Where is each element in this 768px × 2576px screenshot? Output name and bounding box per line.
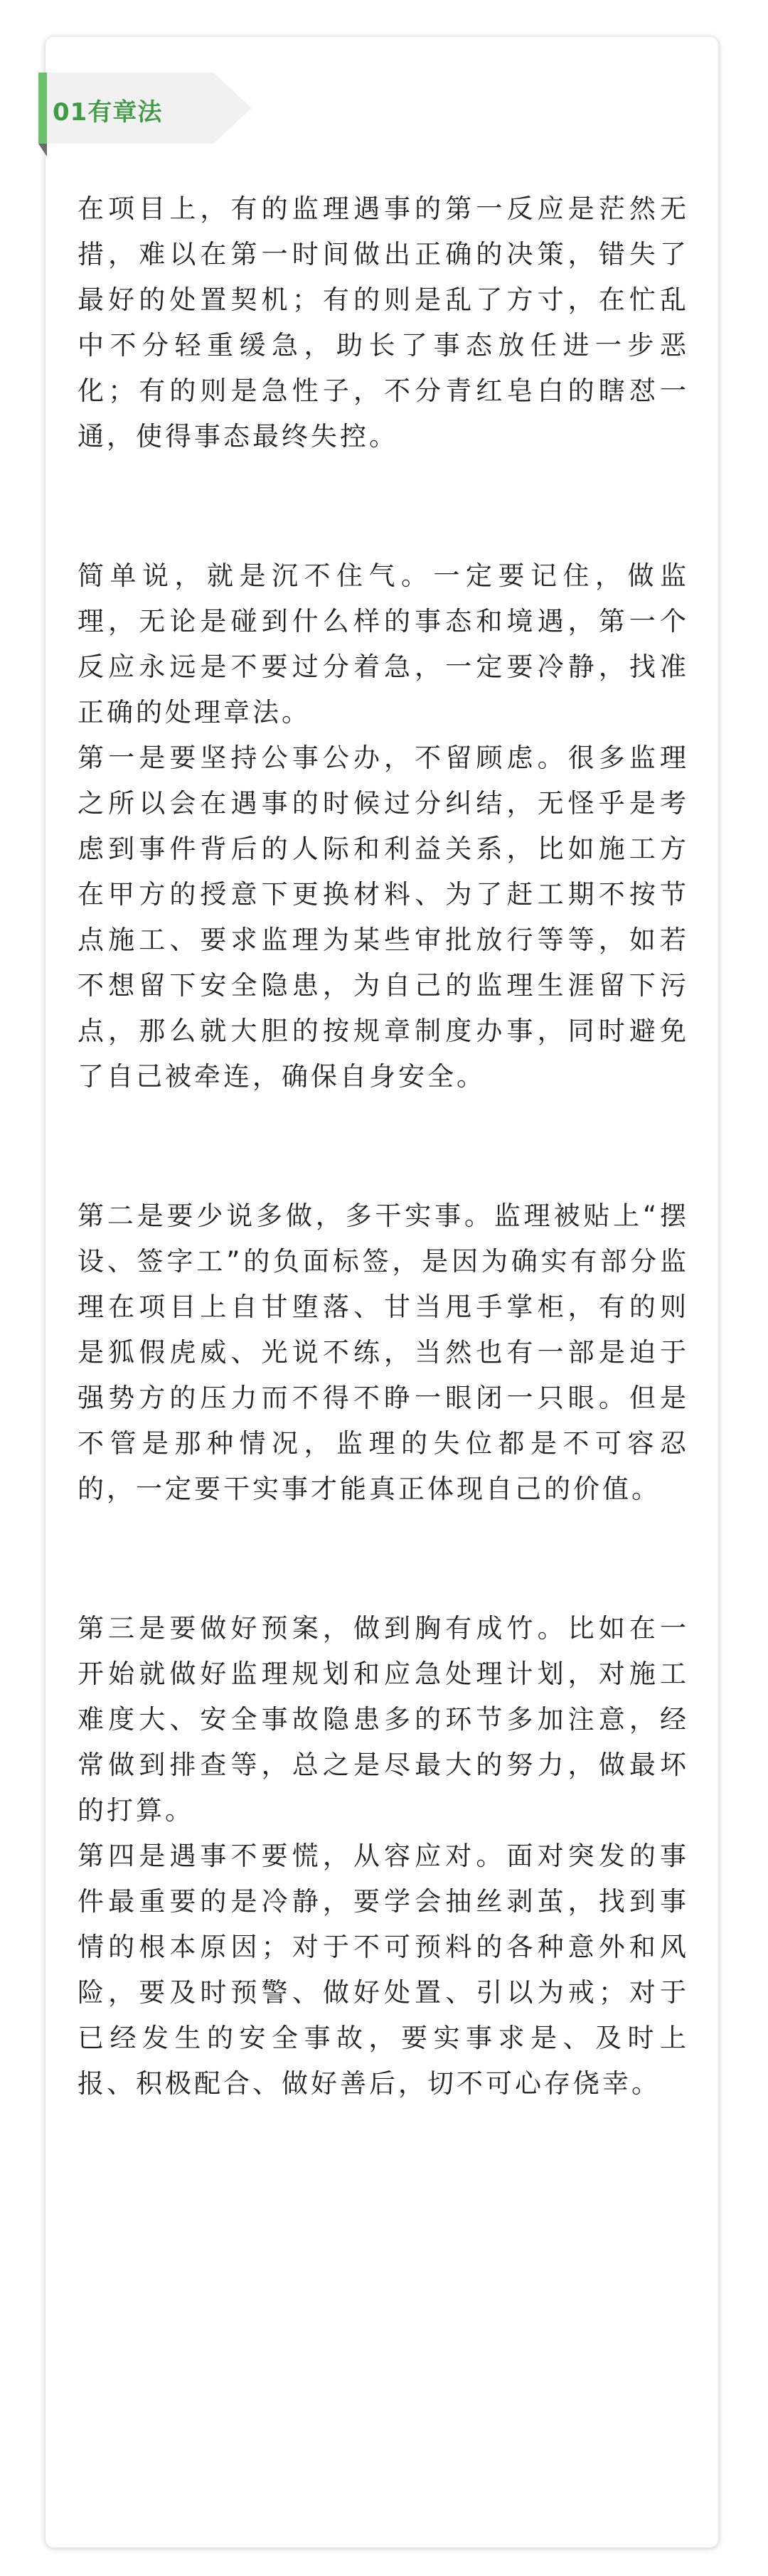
section-tag: [38, 73, 252, 169]
section-tag-accent-bar: [38, 73, 47, 144]
paragraph-4: 第二是要少说多做，多干实事。监理被贴上“摆设、签字工”的负面标签，是因为确实有部分监理在项目上自甘堕落、甘当甩手掌柜，有的则是狐假虎威、光说不练，当然也有一部是迫于强势方的压力而不得不睁一眼闭一只眼。但是不管是那种情况，监理的失位都是不可容忍的，一定要干实事才能真正体现自己的价值。: [78, 1201, 689, 1504]
section-tag-fold: [38, 144, 47, 156]
paragraph-6: 第四是遇事不要慌，从容应对。面对突发的事件最重要的是冷静，要学会抽丝剥茧，找到事情的根本原因；对于不可预料的各种意外和风险，要及时预警、做好处置、引以为戒；对于已经发生的安全事故，要实事求是、及时上报、积极配合、做好善后，切不可心存侥幸。: [78, 1841, 689, 2099]
paragraph-gap: [78, 1512, 689, 1606]
paragraph-3: 第一是要坚持公事公办，不留顾虑。很多监理之所以会在遇事的时候过分纠结，无怪乎是考虑到事件背后的人际和利益关系，比如施工方在甲方的授意下更换材料、为了赶工期不按节点施工、要求监理为某些审批放行等等，如若不想留下安全隐患，为自己的监理生涯留下污点，那么就大胆的按规章制度办事，同时避免了自己被牵连，确保自身安全。: [78, 743, 689, 1092]
paragraph-gap: [78, 1100, 689, 1193]
article-card: [46, 37, 718, 2548]
section-title: 01有章法: [53, 98, 163, 127]
paragraph-5: 第三是要做好预案，做到胸有成竹。比如在一开始就做好监理规划和应急处理计划，对施工难度大、安全事故隐患多的环节多加注意，经常做到排查等，总之是尽最大的努力，做最坏的打算。: [78, 1613, 689, 1826]
article-body: [78, 186, 689, 2107]
paragraph-1: 在项目上，有的监理遇事的第一反应是茫然无措，难以在第一时间做出正确的决策，错失了最好的处置契机；有的则是乱了方寸，在忙乱中不分轻重缓急，助长了事态放任进一步恶化；有的则是急性子，不分青红皂白的瞎怼一通，使得事态最终失控。: [78, 193, 689, 452]
paragraph-gap: [78, 459, 689, 553]
paragraph-2: 简单说，就是沉不住气。一定要记住，做监理，无论是碰到什么样的事态和境遇，第一个反应永远是不要过分着急，一定要冷静，找准正确的处理章法。: [78, 560, 689, 728]
